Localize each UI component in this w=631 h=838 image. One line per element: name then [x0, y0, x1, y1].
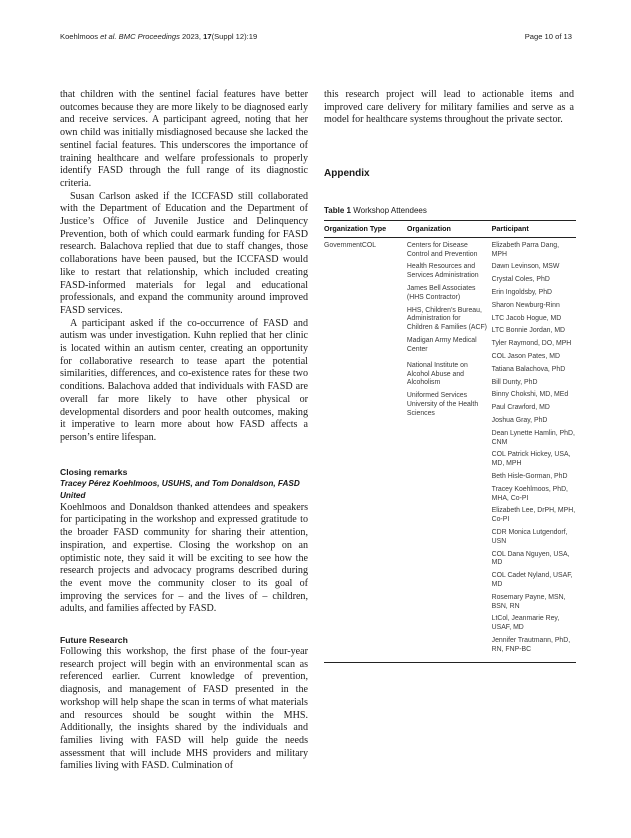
participant-name: Paul Crawford, MD: [491, 404, 550, 412]
header-organization-type: Organization Type: [324, 221, 407, 238]
participant-name: Beth Hisle-Gorman, PhD: [491, 472, 568, 480]
table-header-row: [324, 221, 576, 238]
organization-name: HHS, Children’s Bureau, Administration for Children & Families (ACF): [406, 306, 487, 332]
participant-name: LTC Jacob Hogue, MD: [491, 314, 562, 322]
participant-name: Rosemary Payne, MSN, BSN, RN: [491, 593, 566, 610]
table-body-row: [324, 237, 576, 663]
paragraph-continuation: this research project will lead to actionable items and improved care delivery for military families and serve as a model for healthcare systems throughout the private sector.: [324, 89, 574, 126]
participant-name: COL Patrick Hickey, USA, MD, MPH: [491, 451, 571, 468]
organization-name: Centers for Disease Control and Prevention: [406, 241, 478, 258]
paragraph-autism-question: A participant asked if the co-occurrence of FASD and autism was under investigation. Kuhn replied that her clinic is located within an autism center, creating an opportunity for collaborative research to tease apart the potential similarities, differences, and co-existence rates for these two conditions. Balachova added that individuals with FASD are overall far more likely to have other physical or developmental disorders and poor health outcomes, making it imperative to learn more about how FASD affects a person’s entire lifespan.: [60, 317, 308, 443]
organization-name: Uniformed Services University of the Health Sciences: [406, 392, 479, 417]
organization-name: James Bell Associates (HHS Contractor): [406, 284, 476, 301]
organization-cell: [407, 237, 492, 663]
participant-name: COL Dana Nguyen, USA, MD: [491, 550, 570, 567]
page-number: Page 10 of 13: [524, 32, 572, 41]
left-column: [60, 89, 308, 773]
future-research-heading: Future Research: [60, 635, 128, 646]
table-caption-label: Table 1: [324, 206, 351, 215]
closing-remarks-authors: Tracey Pérez Koehlmoos, USUHS, and Tom Donaldson, FASD United: [60, 478, 300, 500]
participant-name: Bill Dunty, PhD: [491, 378, 538, 386]
participant-name: CDR Monica Lutgendorf, USN: [491, 528, 568, 545]
participant-name: Tracey Koehlmoos, PhD, MHA, Co-PI: [491, 485, 568, 502]
participant-name: LTC Bonnie Jordan, MD: [491, 327, 566, 335]
participant-name: Crystal Coles, PhD: [491, 276, 550, 284]
table-caption-text: Workshop Attendees: [350, 206, 427, 215]
right-column: [324, 89, 574, 127]
paragraph-sentinel-features: that children with the sentinel facial features have better outcomes because they are more likely to be diagnosed early and receive services. A participant agreed, noting that her own child was initially misdiagnosed because she lacked the sentinel facial features. This underscores the importance of training healthcare and welfare professionals to properly identify FASD through the full range of its diagnostic criteria.: [60, 89, 308, 189]
participant-name: Binny Chokshi, MD, MEd: [491, 391, 569, 399]
citation-year: 2023,: [179, 32, 204, 41]
participant-name: Sharon Newburg-Rinn: [491, 301, 560, 309]
closing-remarks-text: Koehlmoos and Donaldson thanked attendees and speakers for participating in the workshop and expressed gratitude to the broader FASD community for sharing their attention, inspiration, and expertise. Closing the workshop on an optimistic note, they said it will be exciting to see how the research projects and advocacy programs described during the event move the community closer to its goal of improving the services for – and the lives of – children, adults, and families affected by FASD.: [60, 501, 308, 615]
participant-name: Dean Lynette Hamlin, PhD, CNM: [491, 429, 575, 446]
participant-name: Dawn Levinson, MSW: [491, 263, 560, 271]
participant-name: LtCol, Jeanmarie Rey, USAF, MD: [491, 615, 560, 632]
participant-name: Tatiana Balachova, PhD: [491, 365, 566, 373]
citation-issue: (Suppl 12):19: [211, 32, 258, 41]
citation-authors: Koehlmoos: [60, 32, 101, 41]
citation-volume: 17: [203, 32, 212, 41]
organization-name: Madigan Army Medical Center: [406, 336, 477, 353]
participant-name: COL Jason Pates, MD: [491, 352, 560, 360]
participant-name: COL Cadet Nyland, USAF, MD: [491, 572, 573, 588]
paragraph-carlson-question: Susan Carlson asked if the ICCFASD still collaborated with the Department of Education and the Department of Justice’s Office of Juvenile Justice and Delinquency Prevention, both of which could earmark funding for FASD research. Balachova replied that due to staff changes, those collaborations have been paused, but the ICCFASD would like to restart that relationship, which included creating FASD-informed materials for legal and educational professionals, and expand the community around improved FASD services.: [60, 190, 308, 316]
header-participant: Participant: [492, 221, 576, 238]
future-research-text: Following this workshop, the first phase of the four-year research project will begin with an environmental scan as referenced earlier. Current knowledge of prevention, diagnosis, and management of FASD presented in the workshop will help shape the scan in terms of what materials and resources should be sought within the MHS. Additionally, the insights shared by the individuals and families living with FASD will help guide the needs assessment that will include MHS providers and military families living with FASD. Culmination of: [60, 646, 308, 772]
table-caption: [324, 206, 427, 215]
header-organization: Organization: [407, 221, 492, 238]
participant-cell: [492, 237, 576, 663]
organization-name: National Institute on Alcohol Abuse and Alcoholism: [406, 361, 468, 387]
workshop-attendees-table: [324, 220, 576, 663]
organization-type-cell: GovernmentCOL: [324, 237, 407, 663]
participant-name: Elizabeth Lee, DrPH, MPH, Co-PI: [491, 507, 576, 524]
participant-name: Jennifer Trautmann, PhD, RN, FNP-BC: [491, 636, 571, 653]
running-header-citation: [60, 32, 257, 41]
participant-name: Tyler Raymond, DO, MPH: [491, 340, 572, 348]
organization-name: Health Resources and Services Administration: [406, 263, 479, 280]
closing-remarks-heading: Closing remarks: [60, 466, 128, 477]
citation-journal: et al. BMC Proceedings: [100, 32, 180, 41]
participant-name: Erin Ingoldsby, PhD: [491, 288, 553, 296]
participant-name: Joshua Gray, PhD: [491, 416, 548, 424]
participant-name: Elizabeth Parra Dang, MPH: [491, 241, 560, 258]
appendix-heading: Appendix: [324, 168, 370, 179]
